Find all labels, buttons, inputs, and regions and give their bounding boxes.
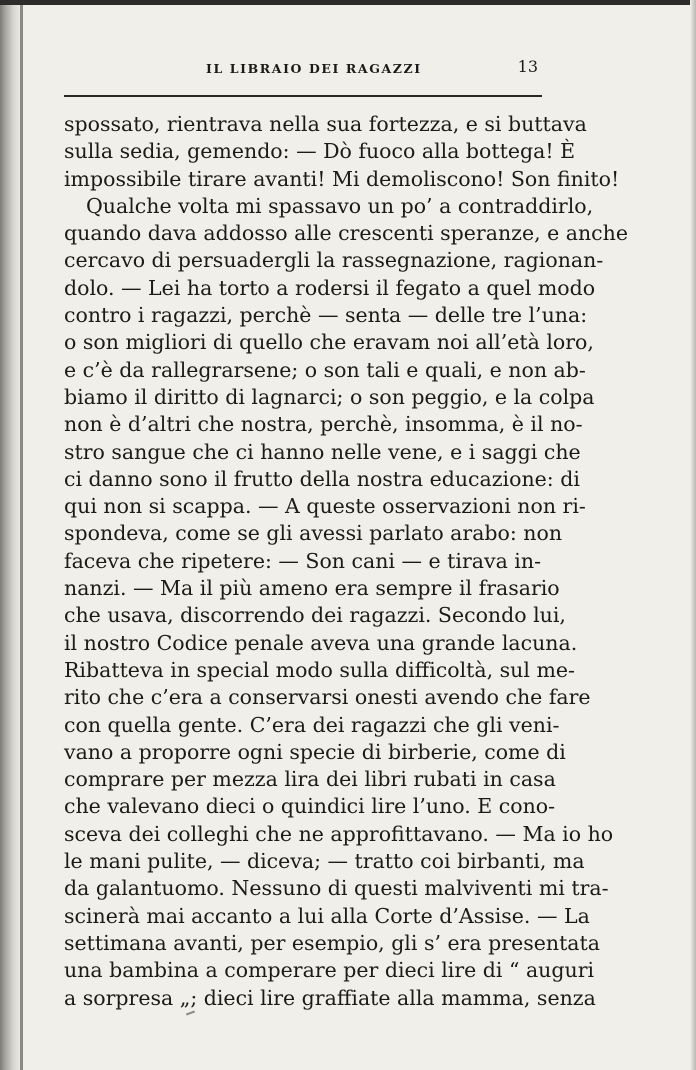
text-line: qui non si scappa. — A queste osservazioni non ri- — [64, 494, 586, 519]
text-line: stro sangue che ci hanno nelle vene, e i saggi che — [64, 439, 581, 464]
text-line: sceva dei colleghi che ne approfittavano. — Ma io ho — [64, 821, 614, 846]
text-line: settimana avanti, per esempio, gli s’ era presentata — [64, 930, 600, 955]
gutter-line — [20, 0, 23, 1070]
page-header — [64, 55, 542, 91]
text-line: o son migliori di quello che eravam noi all’età loro, — [64, 330, 594, 355]
running-title: IL LIBRAIO DEI RAGAZZI — [206, 61, 422, 76]
text-line: il nostro Codice penale aveva una grande lacuna. — [64, 630, 578, 655]
text-line: le mani pulite, — diceva; — tratto coi birbanti, ma — [64, 849, 585, 874]
page-number: 13 — [517, 57, 538, 76]
book-spine-shadow — [0, 0, 22, 1070]
text-line: Qualche volta mi spassavo un po’ a contraddirlo, — [86, 193, 594, 218]
text-line: e c’è da rallegrarsene; o son tali e quali, e non ab- — [64, 357, 586, 382]
text-line: spossato, rientrava nella sua fortezza, e si buttava — [64, 112, 587, 136]
text-line: impossibile tirare avanti! Mi demoliscono! Son finito! — [64, 166, 620, 191]
text-line: contro i ragazzi, perchè — senta — delle tre l’una: — [64, 303, 588, 328]
text-line: ci danno sono il frutto della nostra educazione: di — [64, 466, 580, 491]
top-edge — [0, 0, 696, 5]
text-line: quando dava addosso alle crescenti speranze, e anche — [64, 221, 629, 246]
text-line: nanzi. — Ma il più ameno era sempre il frasario — [64, 576, 560, 601]
text-line: una bambina a comperare per dieci lire di “ auguri — [64, 958, 595, 983]
text-line: comprare per mezza lira dei libri rubati in casa — [64, 767, 556, 792]
text-line: rito che c’era a conservarsi onesti avendo che fare — [64, 685, 591, 710]
text-line: scinerà mai accanto a lui alla Corte d’Assise. — La — [64, 903, 590, 928]
body-text — [64, 111, 629, 1012]
text-line: dolo. — Lei ha torto a rodersi il fegato a quel modo — [64, 275, 596, 300]
text-line: sulla sedia, gemendo: — Dò fuoco alla bottega! È — [64, 139, 576, 164]
text-line: vano a proporre ogni specie di birberie, come di — [64, 739, 566, 764]
text-line: che usava, discorrendo dei ragazzi. Secondo lui, — [64, 603, 566, 628]
text-line: biamo il diritto di lagnarci; o son peggio, e la colpa — [64, 384, 595, 409]
text-line: non è d’altri che nostra, perchè, insomma, è il no- — [64, 412, 583, 437]
text-line: Ribatteva in special modo sulla difficoltà, sul me- — [64, 657, 575, 682]
text-line: spondeva, come se gli avessi parlato arabo: non — [64, 521, 563, 546]
text-line: faceva che ripetere: — Son cani — e tirava in- — [64, 548, 541, 573]
right-edge-shadow — [690, 0, 696, 1070]
text-line: a sorpresa „; dieci lire graffiate alla mamma, senza — [64, 985, 596, 1010]
text-line: che valevano dieci o quindici lire l’uno. E cono- — [64, 794, 556, 819]
header-rule — [64, 95, 542, 97]
text-line: con quella gente. C’era dei ragazzi che gli veni- — [64, 712, 560, 737]
text-line: da galantuomo. Nessuno di questi malviventi mi tra- — [64, 876, 609, 901]
text-line: cercavo di persuadergli la rassegnazione, ragionan- — [64, 248, 604, 273]
